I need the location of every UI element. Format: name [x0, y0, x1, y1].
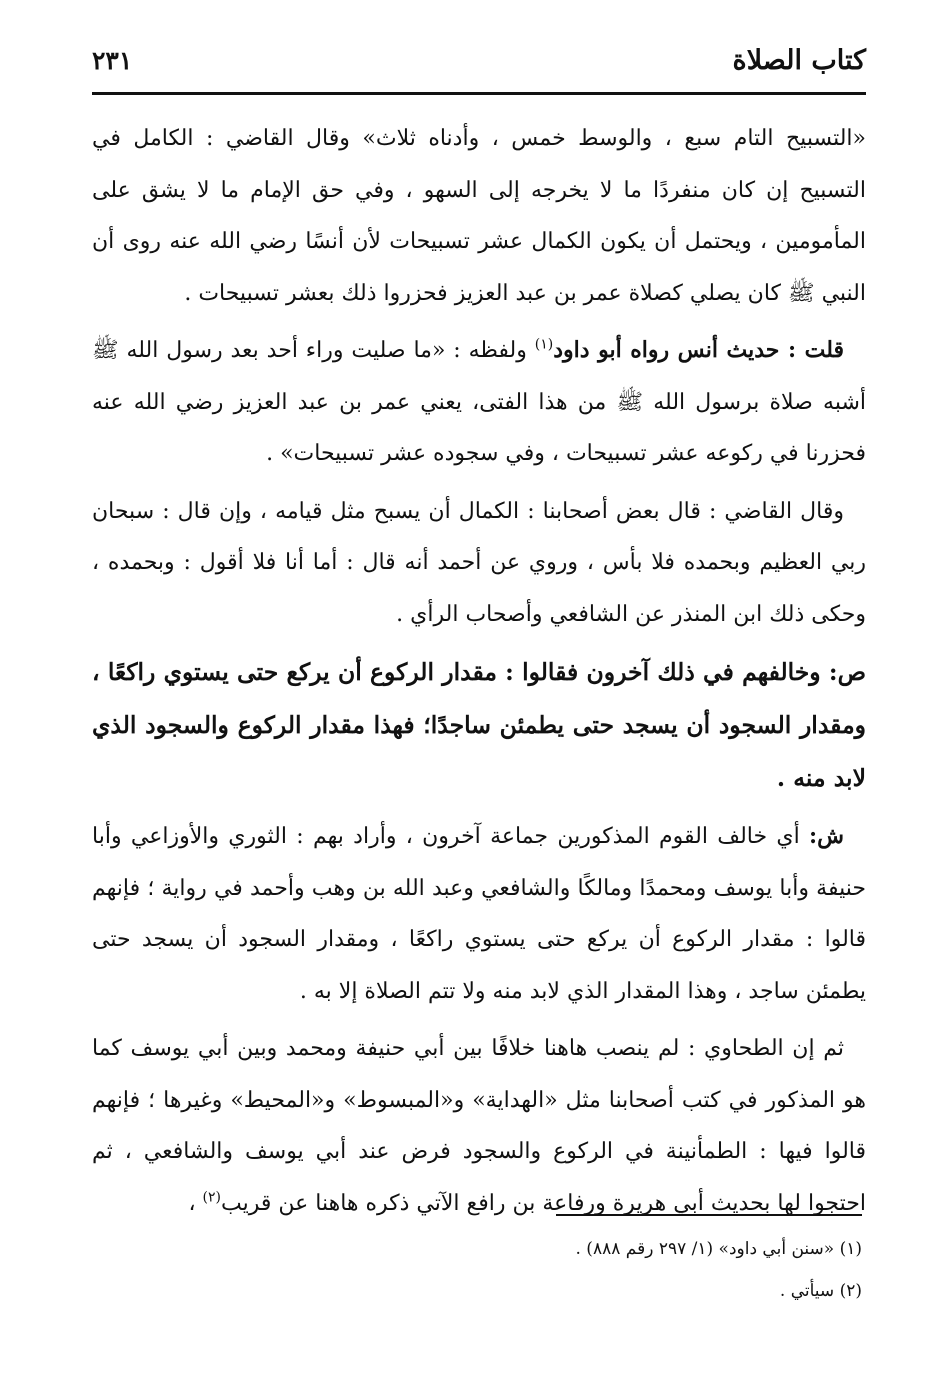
- footnote-ref-2[interactable]: (٢): [202, 1189, 222, 1206]
- footnote-1: (١) «سنن أبي داود» (١/ ٢٩٧ رقم ٨٨٨) .: [575, 1239, 862, 1259]
- paragraph-6-text: ثم إن الطحاوي : لم ينصب هاهنا خلافًا بين أبي حنيفة ومحمد وبين أبي يوسف كما هو المذكور في كتب أصحابنا مثل «الهداية» و«المبسوط» و«المحيط» وغيرها ؛ فإنهم قالوا فيها : الطمأنينة في الركوع والسجود فرض عند أبي يوسف والشافعي ، ثم احتجوا لها بحديث أبي هريرة ورفاعة بن رافع الآتي ذكره هاهنا عن قريب: [92, 1036, 866, 1216]
- paragraph-3: وقال القاضي : قال بعض أصحابنا : الكمال أن يسبح مثل قيامه ، وإن قال : سبحان ربي العظيم وبحمده فلا بأس ، وروي عن أحمد أنه قال : أما أنا فلا أقول : وبحمده ، وحكى ذلك ابن المنذر عن الشافعي وأصحاب الرأي .: [92, 498, 866, 627]
- matn-paragraph: ص: وخالفهم في ذلك آخرون فقالوا : مقدار الركوع أن يركع حتى يستوي راكعًا ، ومقدار السجود أن يسجد حتى يطمئن ساجدًا؛ فهذا مقدار الركوع والسجود الذي لابد منه .: [92, 658, 866, 792]
- paragraph-1: «التسبيح التام سبع ، والوسط خمس ، وأدناه ثلاث» وقال القاضي : الكامل في التسبيح إن كان منفردًا ما لا يخرجه إلى السهو ، وفي حق الإمام ما لا يشق على المأمومين ، ويحتمل أن يكون الكمال عشر تسبيحات لأن أنسًا رضي الله عنه روى أن النبي ﷺ كان يصلي كصلاة عمر بن عبد العزيز فحزروا ذلك بعشر تسبيحات .: [92, 126, 866, 306]
- footnotes: [162, 1228, 862, 1312]
- page-header: [92, 34, 866, 86]
- qultu-label: قلت :: [787, 337, 845, 363]
- footnote-ref-1[interactable]: (١): [534, 336, 554, 353]
- body-text: [92, 113, 866, 1235]
- paragraph-6: [92, 1023, 866, 1229]
- paragraph-2: [92, 325, 866, 480]
- paragraph-2-text: ولفظه : «ما صليت وراء أحد بعد رسول الله ﷺ أشبه صلاة برسول الله ﷺ من هذا الفتى، يعني عمر بن عبد العزيز رضي الله عنه فحزرنا في ركوعه عشر تسبيحات ، وفي سجوده عشر تسبيحات» .: [92, 338, 866, 466]
- book-title: كتاب الصلاة: [732, 44, 866, 76]
- paragraph-6-end: ،: [188, 1190, 203, 1216]
- header-rule: [92, 92, 866, 95]
- page-number: ٢٣١: [92, 45, 133, 75]
- paragraph-5-text: أي خالف القوم المذكورين جماعة آخرون ، وأراد بهم : الثوري والأوزاعي وأبا حنيفة وأبا يوسف ومحمدًا ومالكًا والشافعي وعبد الله بن وهب وأحمد في رواية ؛ فإنهم قالوا : مقدار الركوع أن يركع حتى يستوي راكعًا ، ومقدار السجود أن يسجد حتى يطمئن ساجد ، وهذا المقدار الذي لابد منه ولا تتم الصلاة إلا به .: [92, 824, 866, 1004]
- footnote-2: (٢) سيأتي .: [779, 1281, 862, 1301]
- sharh-label: ش:: [809, 823, 844, 849]
- footnote-rule: [556, 1214, 862, 1216]
- hadith-source: حديث أنس رواه أبو داود: [553, 337, 788, 363]
- paragraph-5: [92, 811, 866, 1017]
